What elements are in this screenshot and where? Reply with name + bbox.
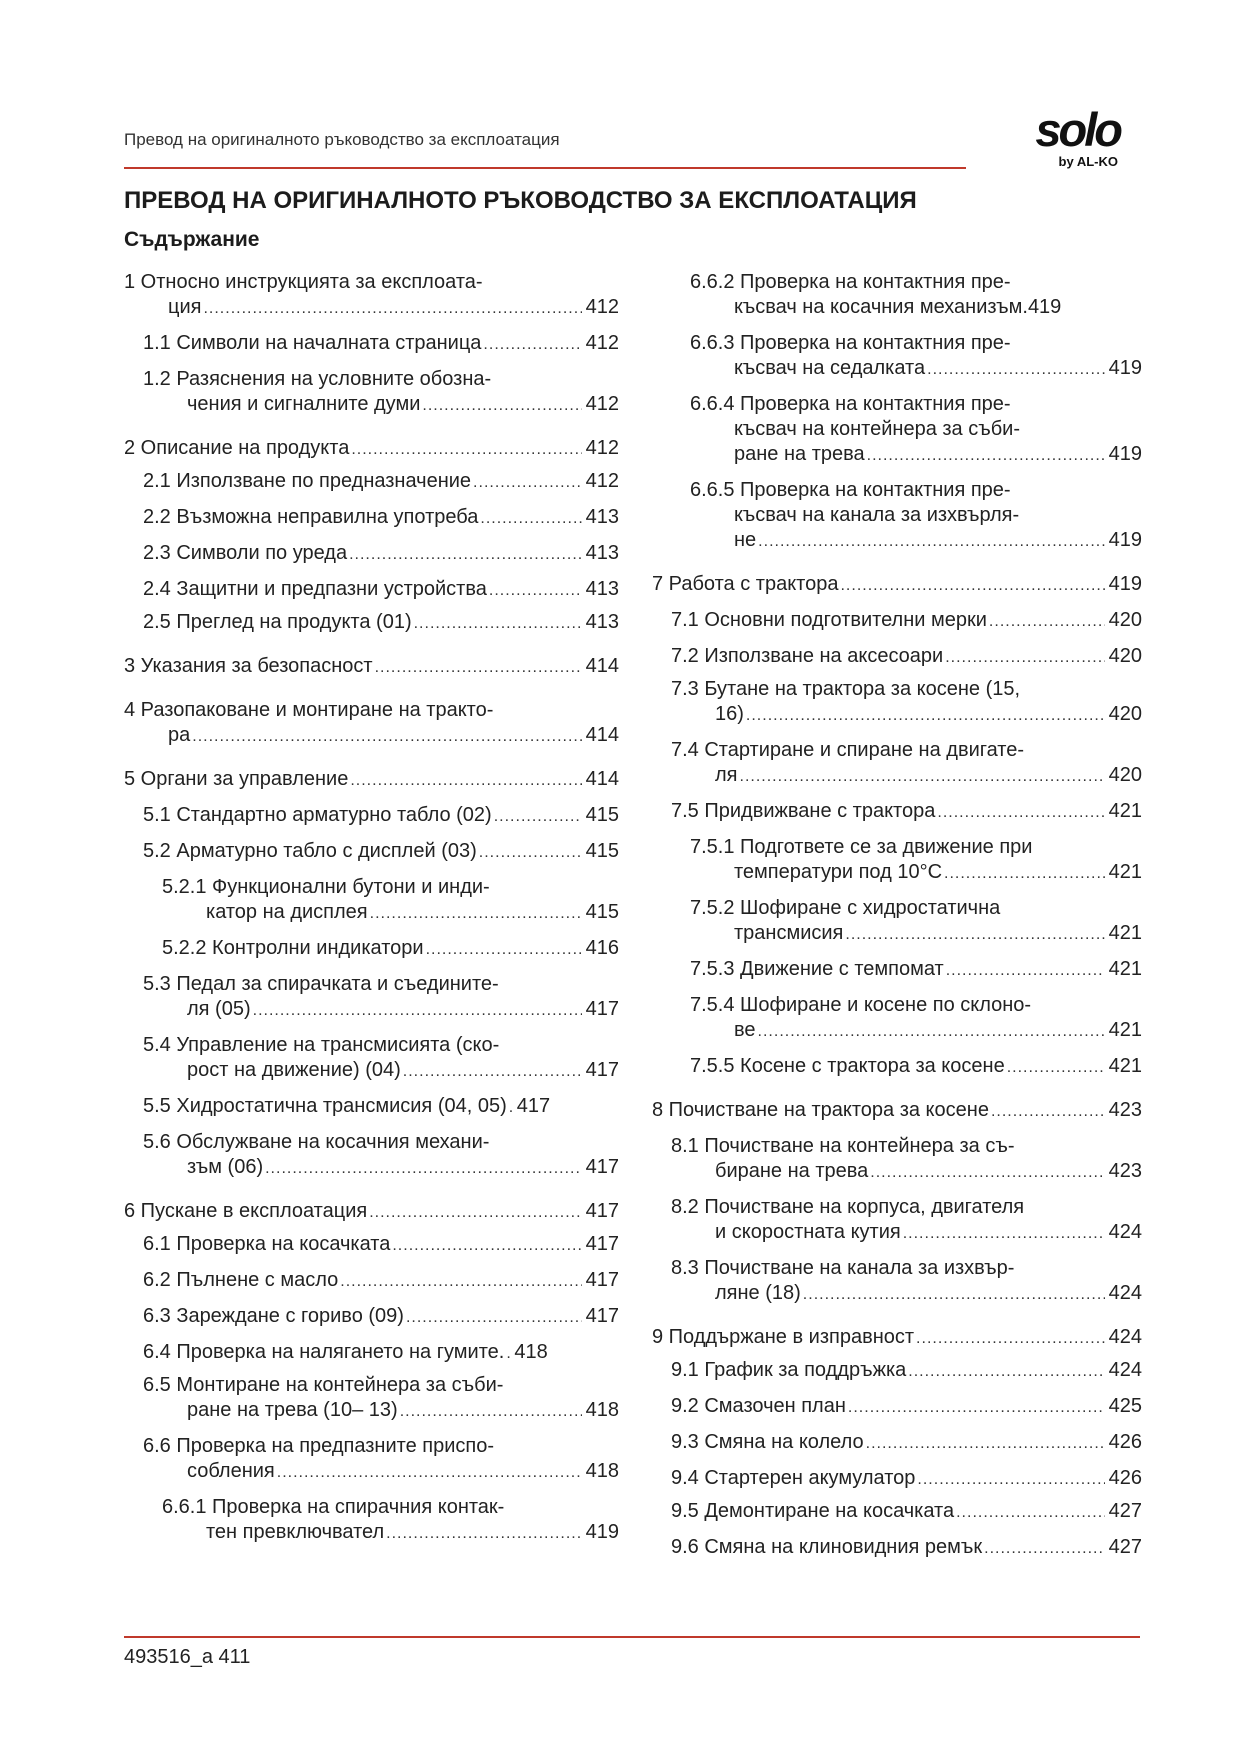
toc-entry[interactable]: 9 Поддържане в изправност ..... 424: [652, 1325, 1142, 1351]
page-number: 411: [218, 1646, 251, 1668]
toc-entry[interactable]: 6.6.3 Проверка на контактния пре- късвач на седалката ..... 419: [652, 331, 1142, 382]
toc-entry[interactable]: 6.6.2 Проверка на контактния пре- късвач на косачния механизъм. 419: [690, 271, 1062, 318]
toc-entry[interactable]: 9.2 Смазочен план ..... 425: [652, 1394, 1142, 1420]
toc-entry[interactable]: 2.2 Възможна неправилна употреба ..... 413: [124, 505, 619, 531]
toc-entry[interactable]: 5.3 Педал за спирачката и съедините- ля (05) ..... 417: [124, 972, 619, 1023]
toc-entry[interactable]: 2.3 Символи по уреда ..... 413: [124, 541, 619, 567]
toc-entry[interactable]: 1.2 Разяснения на условните обозна- чения и сигналните думи ..... 412: [124, 367, 619, 418]
toc-entry[interactable]: 5.2.1 Функционални бутони и инди- катор на дисплея ..... 415: [124, 875, 619, 926]
toc-entry[interactable]: 3 Указания за безопасност ..... 414: [124, 654, 619, 680]
toc-entry[interactable]: 7.5.1 Подгответе се за движение при температури под 10°C ..... 421: [652, 835, 1142, 886]
toc-entry[interactable]: 4 Разопаковане и монтиране на тракто- ра ..... 414: [124, 698, 619, 749]
solo-logo: [1000, 103, 1120, 170]
toc-entry[interactable]: 7.4 Стартиране и спиране на двигате- ля ..... 420: [652, 738, 1142, 789]
toc-entry[interactable]: 7.5.4 Шофиране и косене по склоно- ве ..... 421: [652, 993, 1142, 1044]
toc-entry[interactable]: 9.3 Смяна на колело ..... 426: [652, 1430, 1142, 1456]
toc-entry[interactable]: 8.2 Почистване на корпуса, двигателя и скоростната кутия ..... 424: [652, 1195, 1142, 1246]
toc-entry[interactable]: 6.1 Проверка на косачката ..... 417: [124, 1232, 619, 1258]
toc-entry[interactable]: 2.5 Преглед на продукта (01) ..... 413: [124, 610, 619, 636]
toc-entry[interactable]: 9.5 Демонтиране на косачката ..... 427: [652, 1499, 1142, 1525]
toc-entry[interactable]: 1.1 Символи на началната страница ..... 412: [124, 331, 619, 357]
toc-entry[interactable]: 7.3 Бутане на трактора за косене (15, 16) ..... 420: [652, 677, 1142, 728]
toc-entry[interactable]: 7.5.5 Косене с трактора за косене ..... 421: [652, 1054, 1142, 1080]
toc-entry[interactable]: 6.3 Зареждане с гориво (09) ..... 417: [124, 1304, 619, 1330]
logo-subtitle: by AL-KO: [1058, 154, 1118, 169]
toc-entry[interactable]: 8 Почистване на трактора за косене ..... 423: [652, 1098, 1142, 1124]
toc-entry[interactable]: 5.2.2 Контролни индикатори ..... 416: [124, 936, 619, 962]
toc-entry[interactable]: 9.6 Смяна на клиновидния ремък ..... 427: [652, 1535, 1142, 1561]
toc-entry[interactable]: 7.5.3 Движение с темпомат ..... 421: [652, 957, 1142, 983]
toc-entry[interactable]: 5.4 Управление на трансмисията (ско- рост на движение) (04) ..... 417: [124, 1033, 619, 1084]
toc-entry[interactable]: 2.4 Защитни и предпазни устройства ..... 413: [124, 577, 619, 603]
toc-entry[interactable]: 5.1 Стандартно арматурно табло (02) ..... 415: [124, 803, 619, 829]
toc-entry[interactable]: 6.5 Монтиране на контейнера за съби- ране на трева (10– 13) ..... 418: [124, 1373, 619, 1424]
toc-entry[interactable]: 5.2 Арматурно табло с дисплей (03) ..... 415: [124, 839, 619, 865]
toc-entry[interactable]: 7.1 Основни подготвителни мерки ..... 420: [652, 608, 1142, 634]
toc-entry[interactable]: 7.5.2 Шофиране с хидростатична трансмисия ..... 421: [652, 896, 1142, 947]
running-header: Превод на оригиналното ръководство за експлоатация: [124, 130, 560, 149]
toc-heading: Съдържание: [124, 228, 260, 251]
toc-entry[interactable]: 9.4 Стартерен акумулатор ..... 426: [652, 1466, 1142, 1492]
toc-entry[interactable]: 7.2 Използване на аксесоари ..... 420: [652, 644, 1142, 670]
toc-right-column: [652, 270, 1142, 1561]
toc-entry[interactable]: 9.1 График за поддръжка ..... 424: [652, 1358, 1142, 1384]
toc-entry[interactable]: 6.6 Проверка на предпазните приспо- собления ..... 418: [124, 1434, 619, 1485]
header-divider: [124, 167, 966, 169]
toc-left-column: [124, 270, 619, 1546]
toc-entry[interactable]: 6.2 Пълнене с масло ..... 417: [124, 1268, 619, 1294]
toc-entry[interactable]: 2 Описание на продукта ..... 412: [124, 436, 619, 462]
toc-entry[interactable]: 8.3 Почистване на канала за изхвър- ляне (18) ..... 424: [652, 1256, 1142, 1307]
toc-entry[interactable]: 5.6 Обслужване на косачния механи- зъм (06) ..... 417: [124, 1130, 619, 1181]
toc-entry[interactable]: 5 Органи за управление ..... 414: [124, 767, 619, 793]
toc-entry[interactable]: 6.6.1 Проверка на спирачния контак- тен превключвател ..... 419: [124, 1495, 619, 1546]
toc-entry[interactable]: 8.1 Почистване на контейнера за съ- биране на трева ..... 423: [652, 1134, 1142, 1185]
toc-entry[interactable]: 7 Работа с трактора ..... 419: [652, 572, 1142, 598]
toc-entry[interactable]: 6.6.5 Проверка на контактния пре- късвач на канала за изхвърля- не ..... 419: [652, 478, 1142, 554]
document-title: ПРЕВОД НА ОРИГИНАЛНОТО РЪКОВОДСТВО ЗА ЕКСПЛОАТАЦИЯ: [124, 187, 917, 214]
toc-entry[interactable]: 2.1 Използване по предназначение ..... 412: [124, 469, 619, 495]
toc-entry[interactable]: 6.4 Проверка на налягането на гумите. ..... 418: [124, 1340, 619, 1366]
toc-entry[interactable]: 6.6.4 Проверка на контактния пре- късвач на контейнера за съби- ране на трева ..... 419: [652, 392, 1142, 468]
page-footer: [124, 1646, 250, 1669]
footer-divider: [124, 1636, 1140, 1638]
toc-entry[interactable]: 6 Пускане в експлоатация ..... 417: [124, 1199, 619, 1225]
logo-wordmark: solo: [1035, 103, 1120, 156]
toc-entry[interactable]: 1 Относно инструкцията за експлоата- ция ..... 412: [124, 270, 619, 321]
toc-entry[interactable]: 7.5 Придвижване с трактора ..... 421: [652, 799, 1142, 825]
toc-entry[interactable]: 5.5 Хидростатична трансмисия (04, 05) ..... 417: [124, 1094, 619, 1120]
document-number: 493516_a: [124, 1646, 213, 1668]
